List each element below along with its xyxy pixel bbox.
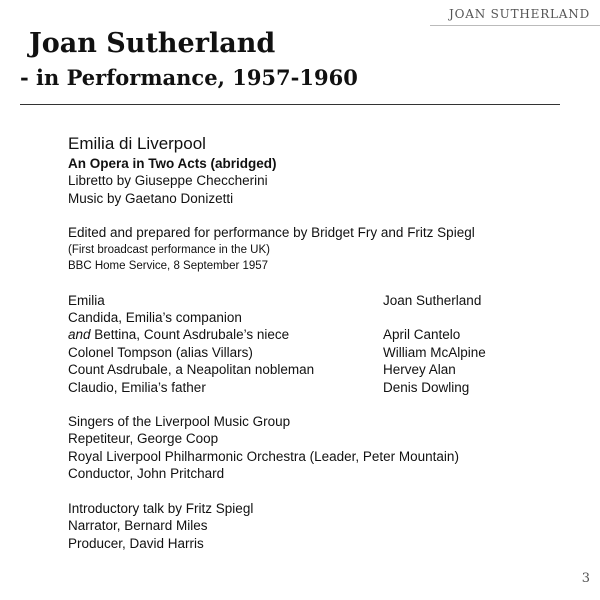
cast-performer: Joan Sutherland [383,292,482,308]
cast-list [68,292,568,396]
production-item: Narrator, Bernard Miles [68,518,208,534]
cast-role-prefix: and [68,327,91,343]
production-item: Introductory talk by Fritz Spiegl [68,500,254,516]
page-title: Joan Sutherland [29,28,276,59]
music-credit: Music by Gaetano Donizetti [68,190,234,206]
work-subtitle: An Opera in Two Acts (abridged) [68,156,277,171]
production-list [68,500,568,552]
cast-role [68,361,383,378]
header-divider [20,104,560,105]
cast-role [68,379,383,396]
cast-role [68,309,383,326]
libretto-credit: Libretto by Giuseppe Checcherini [68,173,268,189]
running-head: JOAN SUTHERLAND [449,7,590,21]
cast-performer: Hervey Alan [383,362,456,378]
credits-content [68,134,568,552]
cast-role-text: Colonel Tompson (alias Villars) [68,344,253,360]
work-title: Emilia di Liverpool [68,134,206,153]
cast-row [68,292,568,309]
cast-row [68,344,568,361]
cast-performer: William McAlpine [383,344,486,360]
production-item: Producer, David Harris [68,535,204,551]
cast-role-text: Bettina, Count Asdrubale’s niece [90,327,290,343]
broadcast-info: BBC Home Service, 8 September 1957 [68,260,269,273]
cast-role [68,326,383,343]
cast-row [68,361,568,378]
cast-role-text: Count Asdrubale, a Neapolitan nobleman [68,362,315,378]
ensemble-item: Repetiteur, George Coop [68,431,219,447]
page-subtitle: - in Performance, 1957-1960 [20,65,358,90]
cast-row [68,309,568,326]
cast-role-text: Emilia [68,292,105,308]
cast-role [68,344,383,361]
cast-role-text: Claudio, Emilia’s father [68,379,206,395]
edited-credit: Edited and prepared for performance by Bridget Fry and Fritz Spiegl [68,225,475,241]
ensemble-list [68,413,568,483]
cast-row [68,379,568,396]
cast-role-text: Candida, Emilia’s companion [68,310,242,326]
cast-performer [383,309,568,326]
ensemble-item: Singers of the Liverpool Music Group [68,414,291,430]
cast-row [68,326,568,343]
ensemble-item: Conductor, John Pritchard [68,466,225,482]
cast-performer: Denis Dowling [383,379,470,395]
page-number: 3 [581,571,590,586]
top-rule [430,25,600,26]
ensemble-item: Royal Liverpool Philharmonic Orchestra (Leader, Peter Mountain) [68,448,459,464]
cast-performer: April Cantelo [383,327,461,343]
broadcast-note: (First broadcast performance in the UK) [68,243,270,256]
cast-role [68,292,383,309]
